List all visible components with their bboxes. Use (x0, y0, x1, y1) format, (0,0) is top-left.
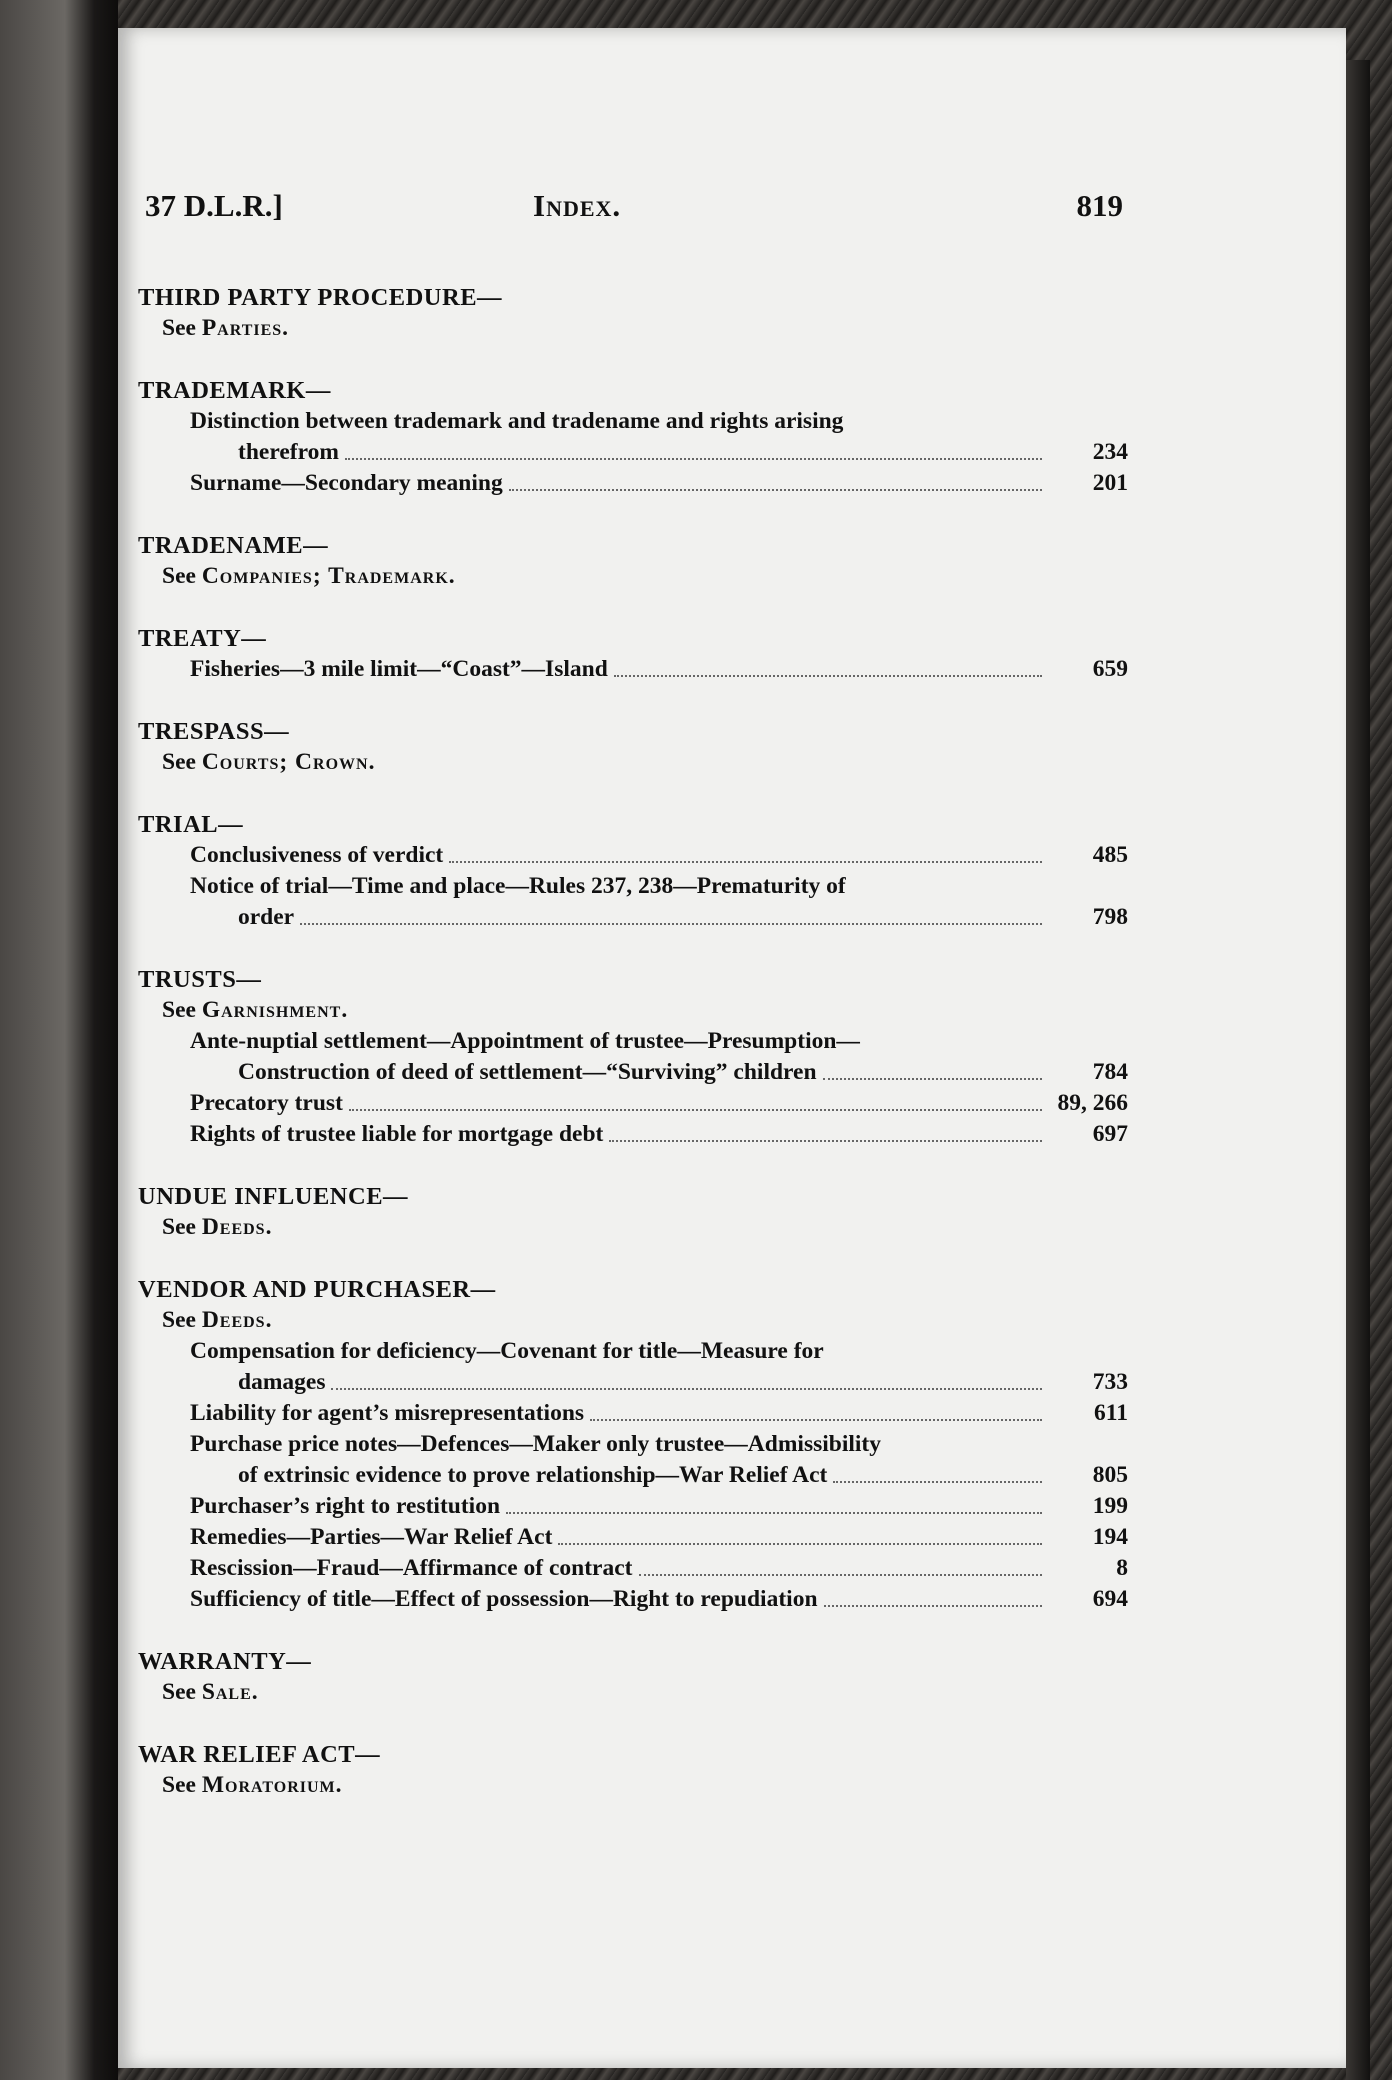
entry-text: Liability for agent’s misrepresentations (190, 1400, 585, 1426)
entry-text-continued: order (238, 904, 295, 930)
dot-leader (824, 1605, 1042, 1607)
index-entry (138, 1088, 1128, 1119)
dot-leader (558, 1543, 1042, 1545)
entry-text: Surname—Secondary meaning (190, 470, 503, 496)
book-right-edge (1346, 60, 1370, 2080)
see-label: See (162, 997, 196, 1023)
index-section (138, 1739, 1128, 1801)
see-reference (138, 313, 1128, 344)
index-section (138, 716, 1128, 778)
entry-text-continued: damages (238, 1369, 326, 1395)
cross-reference: Deeds. (201, 1214, 273, 1240)
entry-text: Purchase price notes—Defences—Maker only trustee—Admissibility (190, 1431, 881, 1457)
index-entry (138, 840, 1128, 871)
dot-leader (506, 1512, 1042, 1514)
dot-leader (345, 458, 1042, 460)
section-heading: TRIAL— (138, 811, 244, 838)
entry-text: Conclusiveness of verdict (190, 842, 444, 868)
dot-leader (300, 923, 1042, 925)
page-reference: 89, 266 (1057, 1090, 1128, 1116)
see-reference (138, 1770, 1128, 1801)
index-entry (138, 1429, 1128, 1491)
section-heading: TREATY— (138, 625, 267, 652)
index-entry (138, 406, 1128, 468)
cross-reference: Garnishment. (201, 997, 349, 1023)
see-reference (138, 1305, 1128, 1336)
index-entry (138, 871, 1128, 933)
page-reference: 485 (1092, 842, 1128, 868)
page-reference: 234 (1092, 439, 1128, 465)
section-heading: WAR RELIEF ACT— (138, 1741, 381, 1768)
index-entry (138, 1336, 1128, 1398)
dot-leader (509, 489, 1042, 491)
entry-text-continued: therefrom (238, 439, 339, 465)
see-label: See (162, 315, 196, 341)
entry-text: Precatory trust (190, 1090, 343, 1116)
entry-text: Remedies—Parties—War Relief Act (190, 1524, 553, 1550)
dot-leader (331, 1388, 1042, 1390)
see-reference (138, 1212, 1128, 1243)
index-section (138, 809, 1128, 933)
see-label: See (162, 1772, 196, 1798)
entry-text: Fisheries—3 mile limit—“Coast”—Island (190, 656, 608, 682)
entry-text: Distinction between trademark and tradename and rights arising (190, 408, 844, 434)
page-reference: 798 (1092, 904, 1128, 930)
page-reference: 201 (1092, 470, 1128, 496)
book-spine-edge (0, 0, 118, 2080)
dot-leader (590, 1419, 1042, 1421)
index-entry (138, 1398, 1128, 1429)
index-entry (138, 1026, 1128, 1088)
running-header (145, 188, 1123, 228)
section-heading: THIRD PARTY PROCEDURE— (138, 284, 503, 311)
page-reference: 8 (1116, 1555, 1128, 1581)
entry-text: Purchaser’s right to restitution (190, 1493, 501, 1519)
index-entry (138, 1584, 1128, 1615)
index-section (138, 530, 1128, 592)
page-reference: 194 (1092, 1524, 1128, 1550)
section-heading: TRADENAME— (138, 532, 329, 559)
page-reference: 199 (1092, 1493, 1128, 1519)
index-entry (138, 1553, 1128, 1584)
entry-text: Sufficiency of title—Effect of possession—Right to repudiation (190, 1586, 818, 1612)
section-heading: VENDOR AND PURCHASER— (138, 1276, 496, 1303)
see-reference (138, 561, 1128, 592)
entry-text: Ante-nuptial settlement—Appointment of trustee—Presumption— (190, 1028, 860, 1054)
cross-reference: Companies; Trademark. (201, 563, 456, 589)
section-heading: TRESPASS— (138, 718, 290, 745)
entry-text-continued: Construction of deed of settlement—“Surviving” children (238, 1059, 817, 1085)
see-label: See (162, 1214, 196, 1240)
section-heading: UNDUE INFLUENCE— (138, 1183, 409, 1210)
see-reference (138, 1677, 1128, 1708)
index-entry (138, 1491, 1128, 1522)
page-reference: 611 (1094, 1400, 1128, 1426)
dot-leader (349, 1109, 1042, 1111)
entry-text: Compensation for deficiency—Covenant for title—Measure for (190, 1338, 824, 1364)
cross-reference: Moratorium. (201, 1772, 343, 1798)
index-entry (138, 1522, 1128, 1553)
dot-leader (609, 1140, 1042, 1142)
volume-label: 37 D.L.R.] (145, 188, 283, 223)
see-label: See (162, 1679, 196, 1705)
page-reference: 733 (1092, 1369, 1128, 1395)
index-entry (138, 1119, 1128, 1150)
see-label: See (162, 563, 196, 589)
index-section (138, 964, 1128, 1150)
cross-reference: Courts; Crown. (201, 749, 376, 775)
see-reference (138, 747, 1128, 778)
index-section (138, 282, 1128, 344)
index-section (138, 1646, 1128, 1708)
entry-text: Notice of trial—Time and place—Rules 237, 238—Prematurity of (190, 873, 846, 899)
cross-reference: Sale. (201, 1679, 259, 1705)
index-section (138, 623, 1128, 685)
see-label: See (162, 749, 196, 775)
see-reference (138, 995, 1128, 1026)
entry-text: Rights of trustee liable for mortgage debt (190, 1121, 604, 1147)
cross-reference: Parties. (201, 315, 290, 341)
page-reference: 697 (1092, 1121, 1128, 1147)
index-section (138, 375, 1128, 499)
entry-text: Rescission—Fraud—Affirmance of contract (190, 1555, 633, 1581)
dot-leader (833, 1481, 1042, 1483)
section-heading: WARRANTY— (138, 1648, 312, 1675)
page-title: Index. (533, 188, 622, 223)
cross-reference: Deeds. (201, 1307, 273, 1333)
page-reference: 694 (1092, 1586, 1128, 1612)
entry-text-continued: of extrinsic evidence to prove relationship—War Relief Act (238, 1462, 828, 1488)
index-section (138, 1181, 1128, 1243)
index-entry (138, 654, 1128, 685)
page-reference: 784 (1092, 1059, 1128, 1085)
page-reference: 805 (1092, 1462, 1128, 1488)
dot-leader (449, 861, 1042, 863)
dot-leader (614, 675, 1042, 677)
index-section (138, 1274, 1128, 1615)
index-entry (138, 468, 1128, 499)
see-label: See (162, 1307, 196, 1333)
dot-leader (639, 1574, 1043, 1576)
section-heading: TRUSTS— (138, 966, 262, 993)
page-number: 819 (1076, 188, 1123, 223)
section-heading: TRADEMARK— (138, 377, 331, 404)
dot-leader (823, 1078, 1042, 1080)
index-content (138, 282, 1128, 1832)
page-reference: 659 (1092, 656, 1128, 682)
